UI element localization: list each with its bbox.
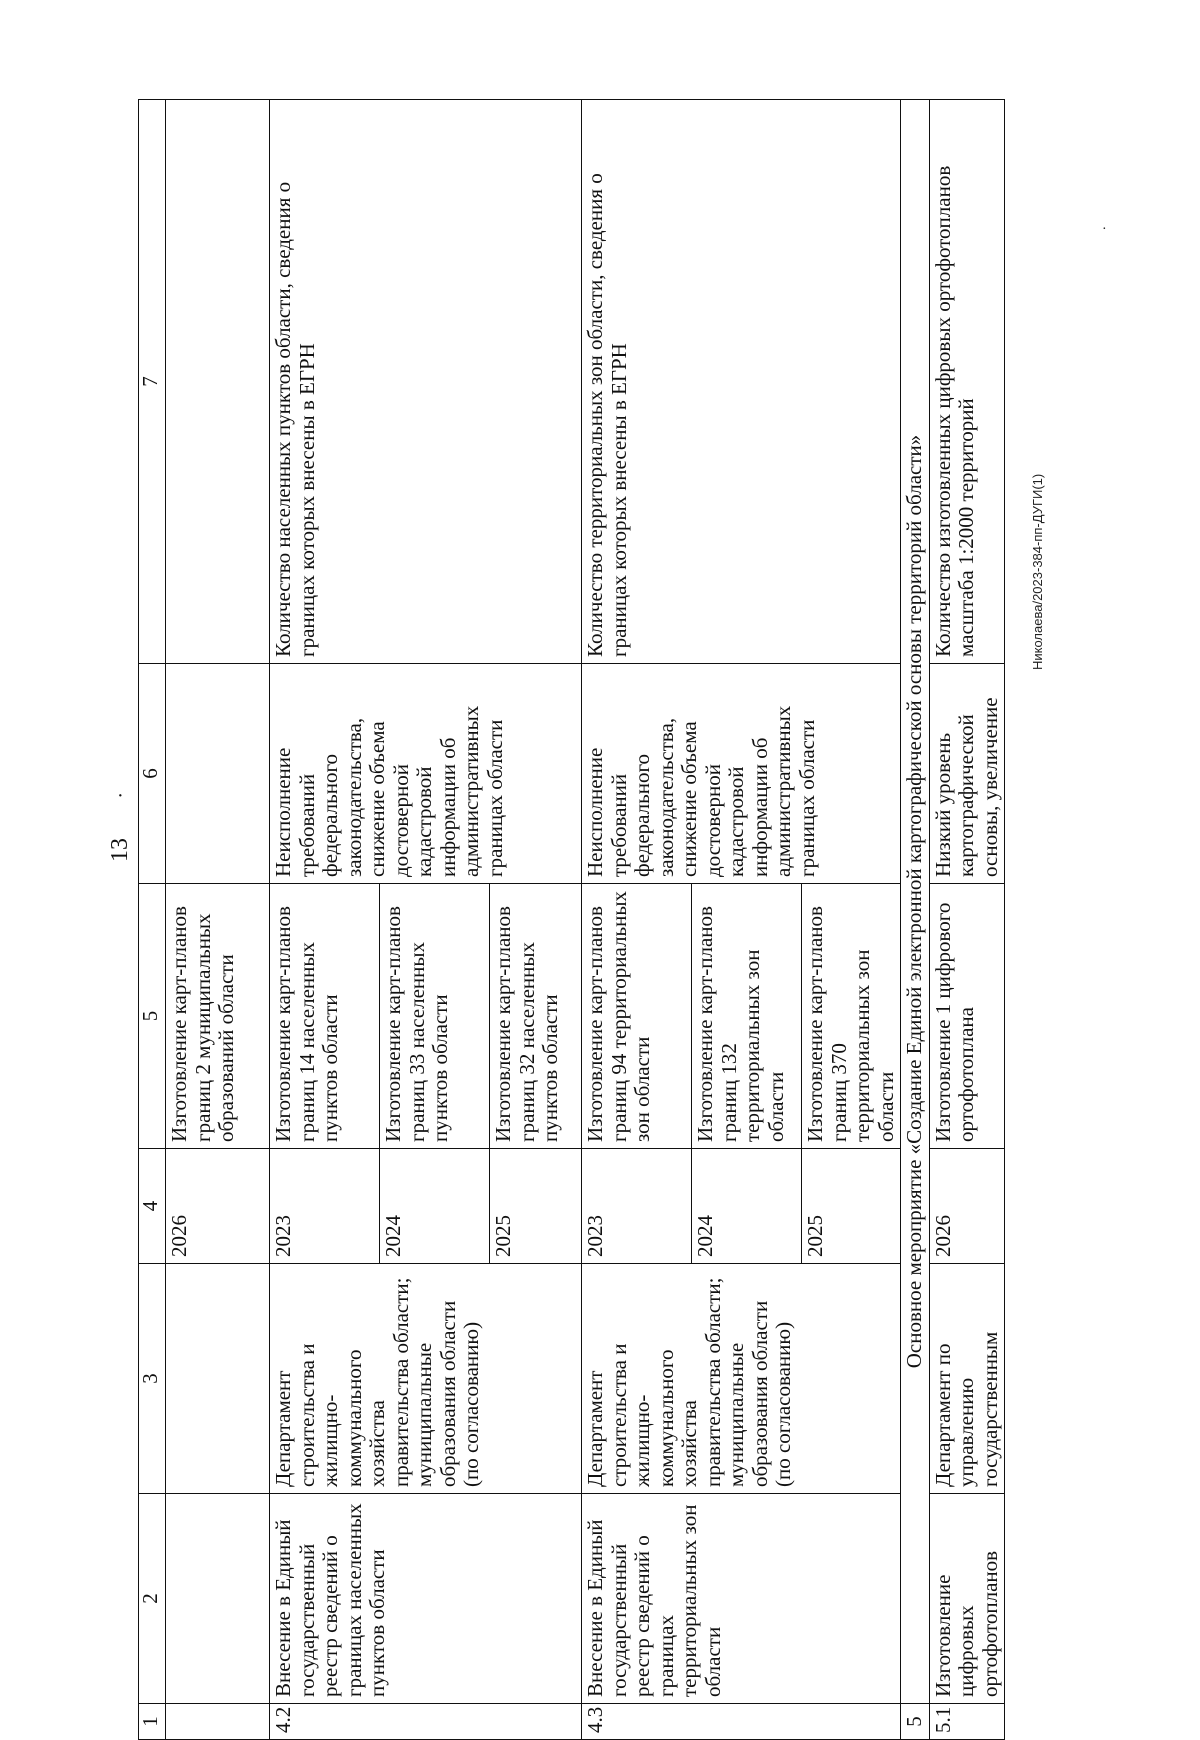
result-cell: Изготовление карт-планов границ 2 муниципальных образований области (166, 884, 270, 1149)
measure-name: Внесение в Единый государственный реестр сведений о границах населенных пунктов области (270, 1494, 582, 1704)
indicator-cell: Количество населенных пунктов области, сведения о границах которых внесены в ЕГРН (270, 100, 582, 664)
indicator-cell: Количество территориальных зон области, сведения о границах которых внесены в ЕГРН (582, 100, 901, 664)
header-cell-6: 6 (139, 664, 166, 884)
measure-name: Внесение в Единый государственный реестр сведений о границах территориальных зон области (582, 1494, 901, 1704)
year-cell: 2023 (270, 1149, 380, 1264)
indicator-cell: Количество изготовленных цифровых ортофотопланов масштаба 1:2000 территорий (929, 100, 1005, 664)
row-number: 5.1 (929, 1704, 1005, 1740)
row-number: 5 (901, 1704, 930, 1740)
year-cell: 2024 (380, 1149, 490, 1264)
result-cell: Изготовление карт-планов границ 132 территориальных зон области (692, 884, 802, 1149)
header-cell-3: 3 (139, 1264, 166, 1494)
table-row (929, 100, 1005, 1740)
risk-cell: Низкий уровень картографической основы, увеличение (929, 664, 1005, 884)
row-number: 4.3 (582, 1704, 901, 1740)
footer-code: Николаева/2023-384-пп-ДУГИ(1) (1030, 473, 1045, 670)
row-number: 4.2 (270, 1704, 582, 1740)
header-row (139, 100, 166, 1740)
executor-cell: Департамент строительства и жилищно-коммунального хозяйства правительства области; муниципальные образования области (по согласованию) (582, 1264, 901, 1494)
header-cell-2: 2 (139, 1494, 166, 1704)
year-cell: 2026 (929, 1149, 1005, 1264)
footer-mark: · (1102, 222, 1107, 237)
rotated-table-wrapper (138, 100, 1018, 1740)
result-cell: Изготовление карт-планов границ 32 населенных пунктов области (490, 884, 582, 1149)
year-cell: 2025 (802, 1149, 901, 1264)
year-cell: 2025 (490, 1149, 582, 1264)
executor-cell: Департамент по управлению государственным (929, 1264, 1005, 1494)
header-cell-5: 5 (139, 884, 166, 1149)
measure-name: Изготовление цифровых ортофотопланов (929, 1494, 1005, 1704)
executor-cell: Департамент строительства и жилищно-коммунального хозяйства правительства области; муниципальные образования области (по согласованию) (270, 1264, 582, 1494)
table-row (270, 100, 380, 1740)
risk-cell: Неисполнение требований федерального законодательства, снижение объема достоверной кадастровой информации об административных границах области (270, 664, 582, 884)
risk-cell: Неисполнение требований федерального законодательства, снижение объема достоверной кадастровой информации об административных границах области (582, 664, 901, 884)
page-mark: · (117, 785, 124, 807)
result-cell: Изготовление карт-планов границ 14 населенных пунктов области (270, 884, 380, 1149)
section-row (901, 100, 930, 1740)
year-cell: 2026 (166, 1149, 270, 1264)
result-cell: Изготовление 1 цифрового ортофотоплана (929, 884, 1005, 1149)
header-cell-1: 1 (139, 1704, 166, 1740)
result-cell: Изготовление карт-планов границ 33 населенных пунктов области (380, 884, 490, 1149)
year-cell: 2024 (692, 1149, 802, 1264)
header-cell-7: 7 (139, 100, 166, 664)
table-row (582, 100, 692, 1740)
program-table (138, 99, 1005, 1740)
result-cell: Изготовление карт-планов границ 94 территориальных зон области (582, 884, 692, 1149)
result-cell: Изготовление карт-планов границ 370 территориальных зон области (802, 884, 901, 1149)
header-cell-4: 4 (139, 1149, 166, 1264)
section-title: Основное мероприятие «Создание Единой электронной картографической основы территорий области» (901, 100, 930, 1704)
year-cell: 2023 (582, 1149, 692, 1264)
page-number: 13 (107, 838, 133, 862)
table-row (166, 100, 270, 1740)
